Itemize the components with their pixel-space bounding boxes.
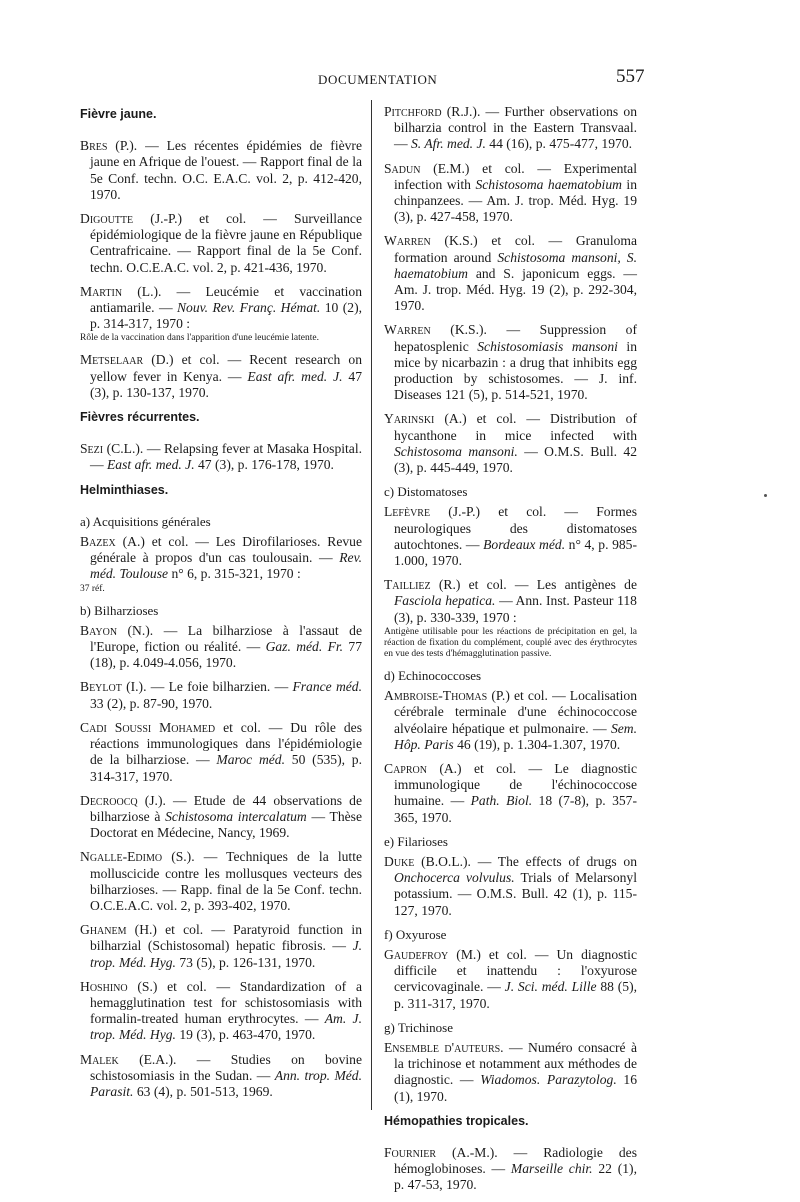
entry-author: Fournier (A.-M.). <box>384 1144 498 1160</box>
subsection-heading: b) Bilharzioses <box>80 602 159 618</box>
bibliography-entry <box>80 979 362 1044</box>
bibliography-entry <box>384 947 637 1012</box>
entry-text: 19 (3), p. 463-470, 1970. <box>175 1027 316 1043</box>
entry-text: — O.M.S. Bull. 42 (3), p. 445-449, 1970. <box>394 443 637 476</box>
entry-text: — Etude de 44 observations de bilharziose à <box>90 792 362 824</box>
entry-text: et col. — Distribution of hycanthone in mice infected with <box>394 411 638 443</box>
bibliography-entry <box>80 623 362 672</box>
entry-text: 46 (19), p. 1.304-1.307, 1970. <box>453 736 621 752</box>
running-header <box>0 64 800 94</box>
entry-journal: Schistosomiasis mansoni <box>477 338 618 354</box>
subsection-heading: g) Trichinose <box>384 1019 453 1035</box>
entry-author: Ensemble d'auteurs. <box>384 1039 504 1055</box>
subsection-heading: e) Filarioses <box>384 833 448 849</box>
entry-author: Martin (L.). <box>80 283 162 299</box>
entry-journal: Wiadomos. Parazytolog. <box>480 1072 617 1088</box>
entry-journal: Schistosoma mansoni. <box>394 443 518 459</box>
bibliography-entry <box>80 720 362 785</box>
entry-author: Ghanem (H.) <box>80 922 157 938</box>
entry-text: in mice by nicarbazin : a drug that inhibits egg production by schistosomes. — J. inf. Diseases 121 (5), p. 514-521, 1970. <box>394 338 637 403</box>
entry-author: Lefèvre (J.-P.) <box>384 504 481 520</box>
entry-author: Gaudefroy (M.) <box>384 946 481 962</box>
entry-author: Yarinski (A.) <box>384 411 467 427</box>
bibliography-entry <box>384 322 637 403</box>
entry-author: Pitchford (R.J.). <box>384 104 481 119</box>
bibliography-entry <box>80 534 362 595</box>
entry-author: Sadun (E.M.) <box>384 160 470 176</box>
entry-journal: Path. Biol. <box>470 793 533 809</box>
section-heading: Hémopathies tropicales. <box>384 1113 529 1128</box>
bibliography-entry <box>80 284 362 345</box>
entry-author: Malek (E.A.). <box>80 1051 177 1067</box>
entry-author: Decroocq (J.). <box>80 792 166 808</box>
bibliography-entry <box>384 161 637 226</box>
entry-text: et col. — Le diagnostic immunologique de l'échinococcose humaine. — <box>394 760 637 809</box>
entry-author: Metselaar (D.) <box>80 352 174 368</box>
entry-text: n° 6, p. 315-321, 1970 : <box>168 566 301 582</box>
entry-text: — Thèse Doctorat en Médecine, Nancy, 1969. <box>90 808 362 841</box>
entry-journal: Bordeaux méd. <box>483 536 566 552</box>
bibliography-entry <box>384 761 637 826</box>
entry-text: — Studies on bovine schistosomiasis in the Sudan. — <box>90 1051 363 1083</box>
bibliography-entry <box>384 104 637 153</box>
entry-journal: J. trop. Méd. Hyg. <box>90 938 362 970</box>
entry-text: — Relapsing fever at Masaka Hospital. — <box>90 441 362 473</box>
entry-note: 37 réf. <box>80 583 105 594</box>
entry-text: 47 (3), p. 176-178, 1970. <box>194 457 334 473</box>
entry-text: et col. — Les Dirofilarioses. Revue générale à propos d'un cas toulousain. — <box>90 534 362 566</box>
entry-text: — Radiologie des hémoglobinoses. — <box>394 1144 637 1177</box>
entry-text: 18 (7-8), p. 357-365, 1970. <box>394 793 637 825</box>
running-title: DOCUMENTATION <box>318 72 438 87</box>
entry-text: et col. — Standardization of a hemagglutination test for schistosomiasis with formalin-treated human erythrocytes. — <box>90 978 362 1027</box>
entry-author: Warren (K.S.). <box>384 322 487 338</box>
bibliography-entry <box>80 679 362 711</box>
entry-text: et col. — Surveillance épidémiologique de la fièvre jaune en République Centrafricaine. — Rapport final de la 5e Conf. techn. O.C.E.A.C. vol. 2, p. 421-436, 1970. <box>90 211 362 275</box>
entry-author: Cadi Soussi Mohamed <box>80 719 216 735</box>
section-heading: Helminthiases. <box>80 482 169 497</box>
subsection-heading: a) Acquisitions générales <box>80 513 211 529</box>
bibliography-entry <box>384 504 637 569</box>
bibliography-entry <box>80 352 362 401</box>
entry-text: 47 (3), p. 130-137, 1970. <box>90 368 362 400</box>
entry-text: 16 (1), 1970. <box>394 1072 637 1104</box>
bibliography-entry <box>384 688 637 753</box>
bibliography-entry <box>80 922 362 971</box>
entry-text: et col. — Du rôle des réactions immunologiques dans l'épidémiologie de la bilharziose. — <box>90 719 362 768</box>
bibliography-entry <box>384 1040 637 1105</box>
entry-text: — Numéro consacré à la trichinose et notamment aux méthodes de diagnostic. — <box>394 1039 638 1088</box>
entry-text: et col. — Les antigènes de <box>460 577 637 593</box>
entry-author: Bres (P.). <box>80 138 138 154</box>
entry-journal: Fasciola hepatica. <box>394 593 496 609</box>
entry-text: — Further observations on bilharzia control in the Eastern Transvaal. — <box>394 104 637 152</box>
entry-text: — La bilharziose à l'assaut de l'Europe, fiction ou réalité. — <box>90 622 362 655</box>
entry-text: et col. — Paratyroid function in bilharzial (Schistosomal) hepatic fibrosis. — <box>90 922 362 954</box>
bibliography-entry <box>384 233 637 314</box>
entry-author: Bazex (A.) <box>80 534 145 550</box>
entry-text: — Leucémie et vaccination antiamarile. — <box>90 283 362 316</box>
entry-text: Trials of Melarsonyl potassium. — O.M.S. Bull. 42 (1), p. 115-127, 1970. <box>394 870 638 918</box>
entry-text: 77 (18), p. 4.049-4.056, 1970. <box>90 639 362 671</box>
entry-text: 50 (535), p. 314-317, 1970. <box>90 752 362 784</box>
entry-text: et col. — Localisation cérébrale terminale d'une échinococcose alvéolaire hépatique et pulmonaire. — <box>394 688 637 736</box>
entry-journal: East afr. med. J. <box>247 368 343 384</box>
entry-journal: Gaz. méd. Fr. <box>265 639 344 655</box>
entry-text: — Ann. Inst. Pasteur 118 (3), p. 330-339, 1970 : <box>394 593 637 625</box>
entry-journal: Am. J. trop. Méd. Hyg. <box>90 1011 362 1043</box>
section-heading: Fièvres récurrentes. <box>80 410 200 425</box>
entry-author: Ngalle-Edimo (S.). <box>80 849 195 865</box>
entry-text: — Suppression of hepatosplenic <box>394 322 638 354</box>
bibliography-entry <box>80 849 362 914</box>
entry-text: et col. — Recent research on yellow fever in Kenya. — <box>90 352 362 384</box>
entry-journal: Schistosoma intercalatum <box>165 808 307 824</box>
subsection-heading: d) Echinococcoses <box>384 667 482 683</box>
bibliography-entry <box>80 793 362 842</box>
entry-text: 73 (5), p. 126-131, 1970. <box>175 954 316 970</box>
subsection-heading: f) Oxyurose <box>384 926 447 942</box>
entry-text: et col. — Un diagnostic difficile et inattendu : l'oxyurose cervicovaginale. — <box>394 946 637 995</box>
entry-text: — The effects of drugs on <box>470 853 637 869</box>
entry-text: 10 (2), p. 314-317, 1970 : <box>90 300 362 332</box>
entry-journal: Schistosoma haematobium <box>475 176 622 192</box>
entry-journal: East afr. med. J. <box>107 457 195 473</box>
entry-journal: Nouv. Rev. Franç. Hémat. <box>176 300 321 316</box>
entry-author: Sezi (C.L.). <box>80 441 144 457</box>
entry-journal: Schistosoma mansoni, S. haematobium <box>394 249 637 281</box>
entry-author: Capron (A.) <box>384 760 462 776</box>
entry-author: Ambroise-Thomas (P.) <box>384 688 510 704</box>
entry-author: Hoshino (S.) <box>80 978 158 994</box>
entry-journal: Maroc méd. <box>216 752 285 768</box>
bibliography-entry <box>384 854 637 919</box>
entry-journal: J. Sci. méd. Lille <box>504 979 597 995</box>
bibliography-entry <box>384 411 637 476</box>
entry-author: Digoutte (J.-P.) <box>80 211 183 227</box>
section-heading: Fièvre jaune. <box>80 107 157 121</box>
entry-journal: Ann. trop. Méd. Parasit. <box>90 1067 362 1099</box>
column-divider <box>371 100 372 1110</box>
entry-author: Duke (B.O.L.). <box>384 853 471 869</box>
entry-text: — Techniques de la lutte molluscicide contre les mollusques vecteurs des bilharzioses. — Rapp. final de la 5e Conf. techn. O.C.E.A.C. vol. 2, p. 393-402, 1970. <box>90 849 363 913</box>
entry-journal: Marseille chir. <box>510 1161 593 1177</box>
right-column <box>384 104 637 1202</box>
entry-text: 88 (5), p. 311-317, 1970. <box>394 979 638 1011</box>
bibliography-entry <box>384 1145 637 1194</box>
entry-text: et col. — Formes neurologiques des distomatoses autochtones. — <box>394 504 638 552</box>
bibliography-entry <box>80 211 362 276</box>
entry-journal: S. Afr. med. J. <box>411 136 486 152</box>
entry-text: in chinpanzees. — Am. J. trop. Méd. Hyg. 19 (3), p. 427-458, 1970. <box>394 176 637 225</box>
entry-text: et col. — Granuloma formation around <box>394 233 637 265</box>
entry-author: Bayon (N.). <box>80 622 154 638</box>
entry-text: n° 4, p. 985-1.000, 1970. <box>394 536 637 569</box>
entry-author: Tailliez (R.) <box>384 577 461 593</box>
entry-text: — Les récentes épidémies de fièvre jaune en Afrique de l'ouest. — Rapport final de la 5e Conf. techn. O.C. E.A.C. vol. 2, p. 412-420, 1970. <box>90 138 362 202</box>
entry-text: 33 (2), p. 87-90, 1970. <box>90 695 213 711</box>
entry-text: and S. japonicum eggs. — Am. J. trop. Méd. Hyg. 19 (2), p. 292-304, 1970. <box>394 265 637 314</box>
entry-note: Rôle de la vaccination dans l'apparition d'une leucémie latente. <box>80 333 319 344</box>
margin-speck <box>764 494 767 497</box>
entry-journal: Sem. Hôp. Paris <box>394 720 637 752</box>
entry-note: Antigène utilisable pour les réactions de précipitation en gel, la réaction de fixation du complément, couplé avec des érythrocytes en vue des tests d'hémagglutination passive. <box>384 626 637 659</box>
entry-text: 63 (4), p. 501-513, 1969. <box>133 1083 273 1099</box>
entry-author: Warren (K.S.) <box>384 233 478 249</box>
entry-author: Beylot (I.). <box>80 679 147 695</box>
entry-text: — Le foie bilharzien. — <box>146 679 293 695</box>
bibliography-entry <box>384 577 637 660</box>
entry-text: 44 (16), p. 475-477, 1970. <box>485 136 633 152</box>
left-column <box>80 106 362 1108</box>
subsection-heading: c) Distomatoses <box>384 484 468 500</box>
page-number: 557 <box>616 66 645 87</box>
bibliography-entry <box>80 138 362 203</box>
bibliography-entry <box>80 441 362 473</box>
entry-journal: Onchocerca volvulus. <box>394 870 515 886</box>
entry-journal: Rev. méd. Toulouse <box>90 550 362 582</box>
bibliography-entry <box>80 1052 362 1101</box>
entry-journal: France méd. <box>292 679 362 695</box>
entry-text: 22 (1), p. 47-53, 1970. <box>394 1161 637 1193</box>
entry-text: et col. — Experimental infection with <box>394 160 637 192</box>
